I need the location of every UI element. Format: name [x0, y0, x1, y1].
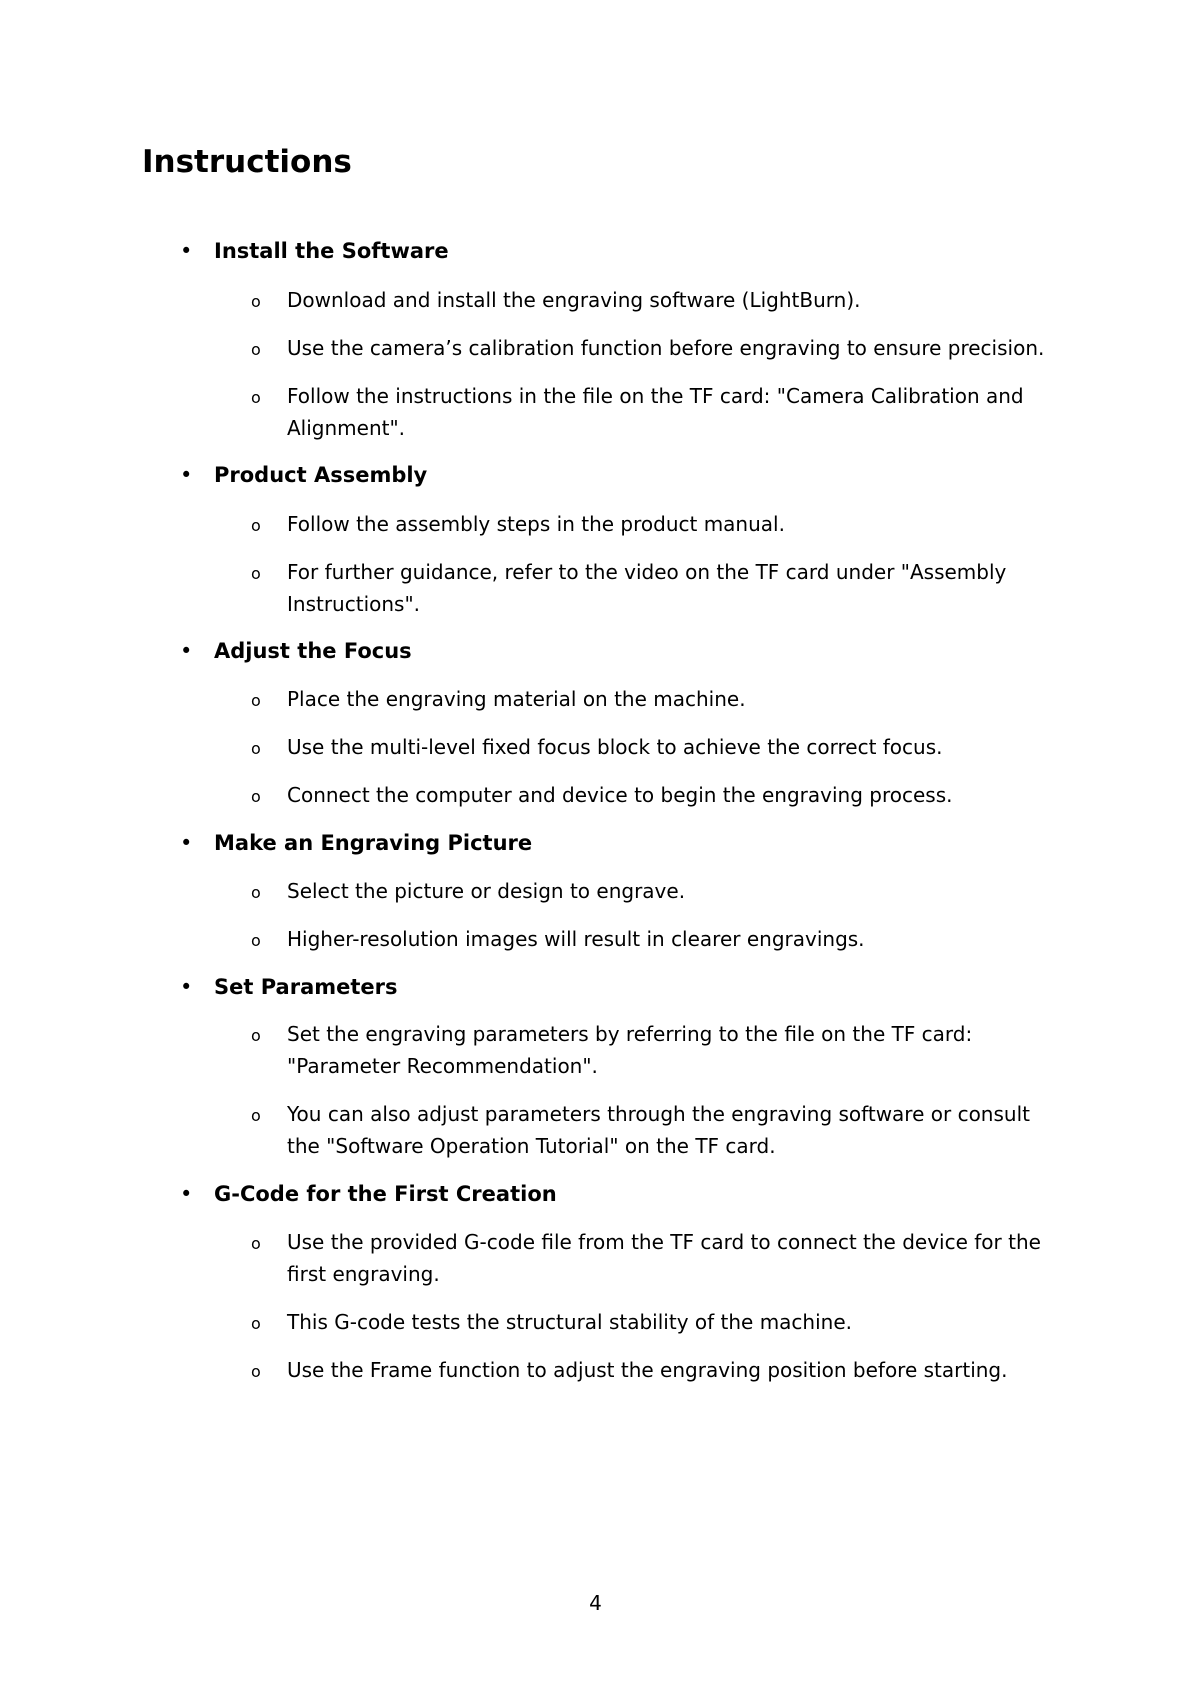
sub-bullet-icon: o: [251, 931, 261, 950]
bullet-icon: •: [180, 463, 193, 487]
bullet-icon: •: [180, 639, 193, 663]
sub-bullet-icon: o: [251, 1362, 261, 1381]
sub-bullet-icon: o: [251, 739, 261, 758]
list-item-text: This G-code tests the structural stability of the machine.: [287, 1310, 852, 1334]
sub-bullet-icon: o: [251, 388, 261, 407]
list-item-text: Follow the instructions in the file on the TF card: "Camera Calibration and Alignment".: [287, 384, 1024, 440]
section-heading: Make an Engraving Picture: [214, 831, 533, 855]
list-item-text: Connect the computer and device to begin the engraving process.: [287, 783, 953, 807]
sub-bullet-icon: o: [251, 883, 261, 902]
section-heading: G-Code for the First Creation: [214, 1182, 557, 1206]
sub-bullet-icon: o: [251, 787, 261, 806]
sub-bullet-icon: o: [251, 340, 261, 359]
section-heading: Product Assembly: [214, 463, 428, 487]
page-number: 4: [589, 1591, 602, 1615]
section-heading: Install the Software: [214, 239, 449, 263]
sub-bullet-icon: o: [251, 1314, 261, 1333]
list-item-text: Higher-resolution images will result in clearer engravings.: [287, 927, 865, 951]
list-item-text: For further guidance, refer to the video on the TF card under "Assembly Instructions".: [287, 560, 1007, 616]
list-item-text: Use the provided G-code file from the TF card to connect the device for the first engraving.: [287, 1230, 1041, 1286]
list-item-text: You can also adjust parameters through the engraving software or consult the "Software Operation Tutorial" on the TF card.: [287, 1102, 1030, 1158]
bullet-icon: •: [180, 239, 193, 263]
bullet-icon: •: [180, 1182, 193, 1206]
sub-bullet-icon: o: [251, 1026, 261, 1045]
list-item-text: Follow the assembly steps in the product manual.: [287, 512, 785, 536]
list-item-text: Use the multi-level fixed focus block to achieve the correct focus.: [287, 735, 943, 759]
list-item-text: Use the Frame function to adjust the engraving position before starting.: [287, 1358, 1008, 1382]
sub-bullet-icon: o: [251, 1234, 261, 1253]
sub-bullet-icon: o: [251, 516, 261, 535]
bullet-icon: •: [180, 831, 193, 855]
page-title: Instructions: [142, 144, 352, 180]
sub-bullet-icon: o: [251, 292, 261, 311]
sub-bullet-icon: o: [251, 691, 261, 710]
list-item-text: Download and install the engraving software (LightBurn).: [287, 288, 861, 312]
bullet-icon: •: [180, 975, 193, 999]
list-item-text: Select the picture or design to engrave.: [287, 879, 686, 903]
list-item-text: Set the engraving parameters by referring to the file on the TF card: "Parameter Recommendation".: [287, 1022, 973, 1078]
sub-bullet-icon: o: [251, 1106, 261, 1125]
section-heading: Adjust the Focus: [214, 639, 412, 663]
sub-bullet-icon: o: [251, 564, 261, 583]
list-item-text: Place the engraving material on the machine.: [287, 687, 746, 711]
list-item-text: Use the camera’s calibration function before engraving to ensure precision.: [287, 336, 1045, 360]
section-heading: Set Parameters: [214, 975, 398, 999]
